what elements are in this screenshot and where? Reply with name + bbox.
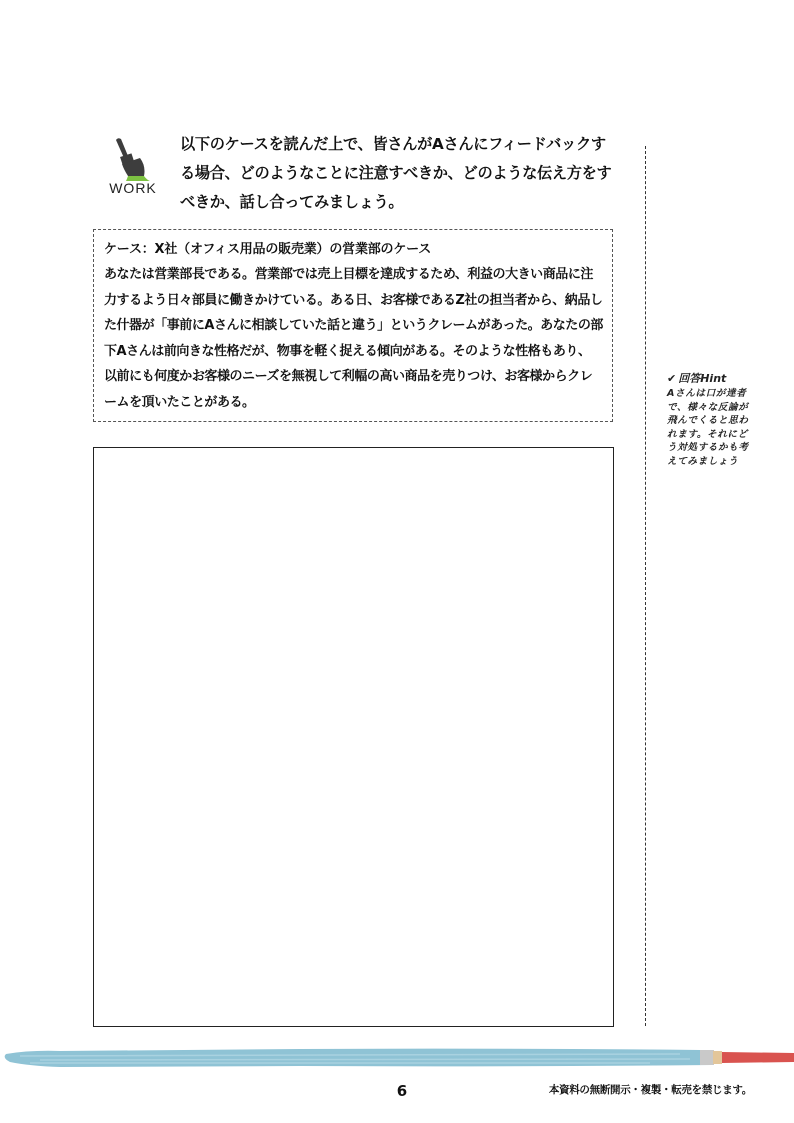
brush-handle-red (722, 1052, 794, 1063)
hint-heading-label: 回答Hint (678, 372, 727, 385)
answer-area[interactable] (93, 447, 614, 1027)
brush-bristle-tip (700, 1050, 714, 1065)
case-title: ケース：X社（オフィス用品の販売業）の営業部のケース (104, 242, 432, 257)
page-number: 6 (396, 1082, 408, 1100)
case-box (93, 229, 613, 422)
brush-ferrule-band (713, 1051, 722, 1064)
column-divider (645, 146, 646, 1026)
paintbrush-stroke-decoration (0, 1040, 794, 1076)
brush-handle (116, 138, 128, 158)
work-label: WORK (109, 180, 157, 196)
work-instruction: 以下のケースを読んだ上で、皆さんがAさんにフィードバックする場合、どのようなことに注意すべきか、どのような伝え方をすべきか、話し合ってみましょう。 (180, 135, 612, 211)
paint-stroke (5, 1049, 712, 1067)
hint-text: Aさんは口が達者で、様々な反論が飛んでくると思われます。それにどう対処するかも考えてみましょう (667, 388, 749, 467)
check-icon: ✔ (667, 372, 677, 385)
copyright-note: 本資料の無断開示・複製・転売を禁じます。 (548, 1084, 752, 1096)
hint-heading (667, 370, 767, 386)
case-body: あなたは営業部長である。営業部では売上目標を達成するため、利益の大きい商品に注力するよう日々部員に働きかけている。ある日、お客様であるZ社の担当者から、納品した什器が「事前にAさんに相談していた話と違う」というクレームがあった。あなたの部下Aさんは前向きな性格だが、物事を軽く捉える傾向がある。そのような性格もあり、以前にも何度かお客様のニーズを無視して利幅の高い商品を売りつけ、お客様からクレームを頂いたことがある。 (104, 267, 603, 410)
